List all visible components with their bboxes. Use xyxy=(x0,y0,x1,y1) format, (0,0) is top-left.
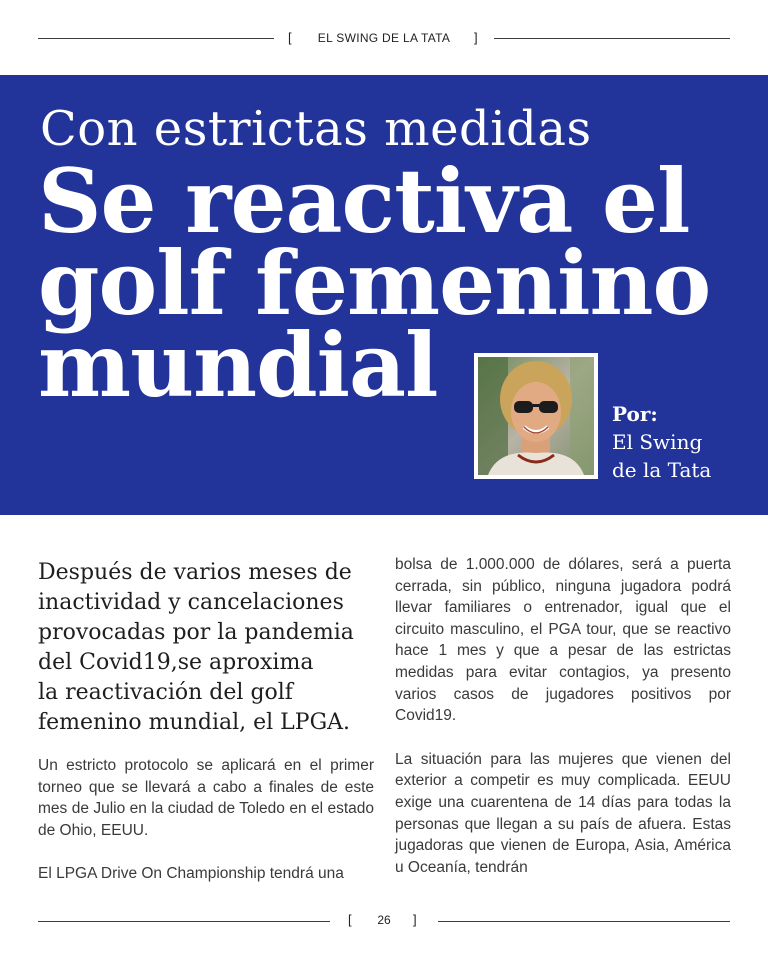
author-photo xyxy=(478,357,594,475)
lead-line-3: provocadas por la pandemia xyxy=(38,620,354,645)
header-bracket-close: ] xyxy=(474,30,478,45)
section-title: EL SWING DE LA TATA xyxy=(317,31,451,45)
body-column-left xyxy=(38,755,374,885)
footer-bracket-open: [ xyxy=(348,912,352,927)
page-number: 26 xyxy=(377,913,391,927)
body-paragraph: La situación para las mujeres que vienen del exterior a competir es muy complicada. EEUU exige una cuarentena de 14 días para todas la personas que llegan a su país de afuera. Estas jugadoras que vienen de Europa, Asia, América u Oceanía, tendrán xyxy=(395,750,731,876)
kicker: Con estrictas medidas xyxy=(40,101,592,157)
byline xyxy=(612,400,711,484)
lead-line-5: la reactivación del golf xyxy=(38,680,293,705)
body-paragraph: bolsa de 1.000.000 de dólares, será a puerta cerrada, sin público, ninguna jugadora podrá llevar familiares o entrenador, igual que el circuito masculino, el PGA tour, que se reactivo hace 1 mes y que a pesar de las estrictas medidas para evitar contagios, ya presento varios casos de jugadores positivos por Covid19. xyxy=(395,556,731,725)
lead-line-4: del Covid19,se aproxima xyxy=(38,650,314,675)
author-photo-frame xyxy=(474,353,598,479)
body-paragraph: El LPGA Drive On Championship tendrá una xyxy=(38,865,344,883)
header-bracket-open: [ xyxy=(288,30,292,45)
lead-paragraph xyxy=(38,558,383,738)
byline-name-line-1: El Swing xyxy=(612,430,703,454)
lead-line-1: Después de varios meses de xyxy=(38,560,352,585)
headline-line-1: Se reactiva el xyxy=(38,149,690,253)
headline-line-3: mundial xyxy=(38,313,438,417)
lead-line-6: femenino mundial, el LPGA. xyxy=(38,710,351,735)
body-paragraph: Un estricto protocolo se aplicará en el primer torneo que se llevará a cabo a finales de este mes de Julio en la ciudad de Toledo en el estado de Ohio, EEUU. xyxy=(38,757,374,839)
body-column-right xyxy=(395,554,731,878)
byline-prefix: Por: xyxy=(612,402,658,426)
headline-line-2: golf femenino xyxy=(38,231,711,335)
footer-bracket-close: ] xyxy=(413,912,417,927)
byline-name-line-2: de la Tata xyxy=(612,458,712,482)
lead-line-2: inactividad y cancelaciones xyxy=(38,590,344,615)
